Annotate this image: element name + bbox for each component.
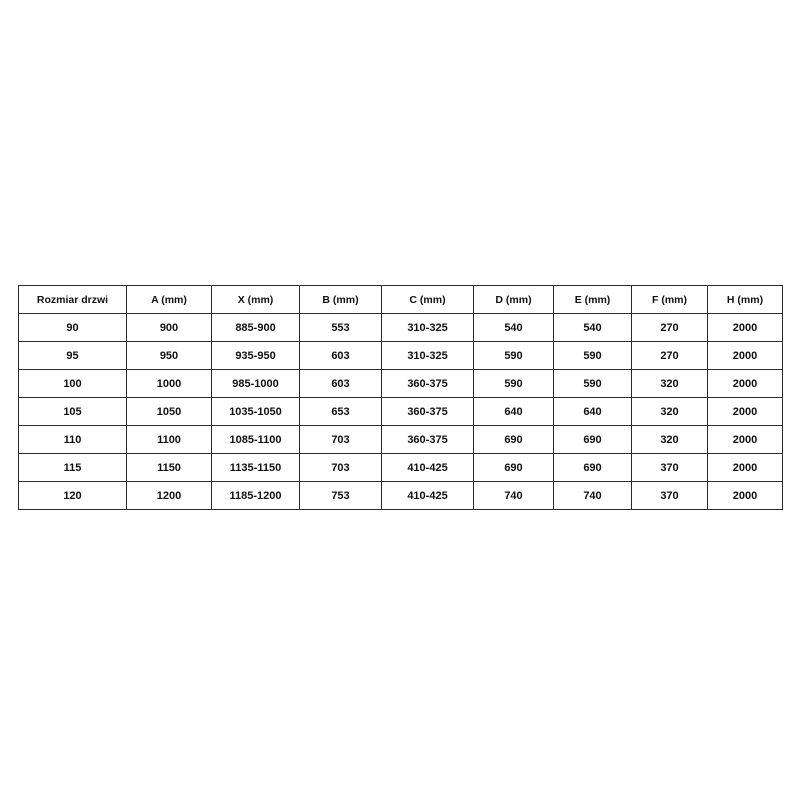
column-header-x: X (mm) [212,286,300,314]
door-size-spec-table [18,285,783,510]
column-header-f: F (mm) [632,286,708,314]
spec-table-container [18,285,782,510]
cell-a: 1100 [127,426,212,454]
column-header-h: H (mm) [708,286,783,314]
column-header-a: A (mm) [127,286,212,314]
cell-d: 690 [474,426,554,454]
cell-x: 935-950 [212,342,300,370]
cell-a: 950 [127,342,212,370]
cell-f: 320 [632,426,708,454]
column-header-d: D (mm) [474,286,554,314]
cell-a: 1200 [127,482,212,510]
cell-x: 985-1000 [212,370,300,398]
cell-e: 690 [554,454,632,482]
cell-b: 703 [300,426,382,454]
cell-c: 360-375 [382,426,474,454]
cell-c: 410-425 [382,482,474,510]
cell-a: 1050 [127,398,212,426]
table-row [19,398,783,426]
cell-h: 2000 [708,370,783,398]
cell-f: 270 [632,342,708,370]
cell-b: 653 [300,398,382,426]
table-body [19,314,783,510]
cell-c: 410-425 [382,454,474,482]
cell-x: 1135-1150 [212,454,300,482]
cell-h: 2000 [708,314,783,342]
cell-b: 553 [300,314,382,342]
cell-size: 95 [19,342,127,370]
cell-c: 360-375 [382,370,474,398]
table-row [19,482,783,510]
cell-x: 1085-1100 [212,426,300,454]
cell-e: 640 [554,398,632,426]
cell-h: 2000 [708,482,783,510]
cell-d: 590 [474,370,554,398]
cell-size: 105 [19,398,127,426]
cell-e: 690 [554,426,632,454]
cell-f: 370 [632,454,708,482]
cell-e: 740 [554,482,632,510]
cell-c: 310-325 [382,342,474,370]
cell-d: 740 [474,482,554,510]
cell-h: 2000 [708,454,783,482]
cell-d: 690 [474,454,554,482]
cell-e: 590 [554,370,632,398]
cell-f: 320 [632,370,708,398]
cell-size: 120 [19,482,127,510]
cell-b: 753 [300,482,382,510]
cell-a: 900 [127,314,212,342]
cell-a: 1000 [127,370,212,398]
cell-d: 540 [474,314,554,342]
cell-size: 100 [19,370,127,398]
cell-b: 703 [300,454,382,482]
cell-size: 110 [19,426,127,454]
cell-c: 310-325 [382,314,474,342]
table-header-row [19,286,783,314]
column-header-b: B (mm) [300,286,382,314]
cell-b: 603 [300,370,382,398]
table-header [19,286,783,314]
column-header-rozmiar-drzwi: Rozmiar drzwi [19,286,127,314]
cell-d: 640 [474,398,554,426]
cell-h: 2000 [708,398,783,426]
cell-h: 2000 [708,342,783,370]
table-row [19,314,783,342]
table-row [19,426,783,454]
table-row [19,342,783,370]
cell-x: 1185-1200 [212,482,300,510]
cell-f: 270 [632,314,708,342]
cell-x: 1035-1050 [212,398,300,426]
cell-size: 115 [19,454,127,482]
cell-c: 360-375 [382,398,474,426]
cell-size: 90 [19,314,127,342]
cell-e: 590 [554,342,632,370]
cell-h: 2000 [708,426,783,454]
cell-x: 885-900 [212,314,300,342]
table-row [19,454,783,482]
cell-e: 540 [554,314,632,342]
cell-d: 590 [474,342,554,370]
cell-b: 603 [300,342,382,370]
cell-f: 320 [632,398,708,426]
cell-f: 370 [632,482,708,510]
table-row [19,370,783,398]
cell-a: 1150 [127,454,212,482]
column-header-c: C (mm) [382,286,474,314]
column-header-e: E (mm) [554,286,632,314]
